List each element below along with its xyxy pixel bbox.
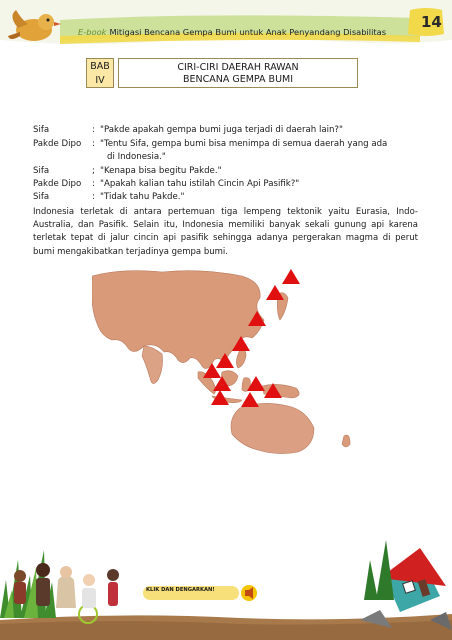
- dialogue: [0, 0, 452, 200]
- land-newzealand: [342, 435, 350, 447]
- separator: :: [92, 125, 95, 135]
- volcano-marker-icon: [282, 269, 300, 284]
- dialogue-text: "Tidak tahu Pakde.": [100, 192, 185, 202]
- land-philippines: [236, 350, 246, 368]
- separator: :: [92, 192, 95, 202]
- tree-icon: [364, 540, 394, 600]
- speaker: Pakde Dipo: [33, 139, 82, 149]
- volcano-marker-icon: [241, 392, 259, 407]
- dialogue-text: "Kenapa bisa begitu Pakde.": [100, 166, 222, 176]
- ring-of-fire-map: [92, 268, 404, 456]
- separator: ;: [92, 166, 95, 176]
- footer-scene: [0, 520, 452, 640]
- dialogue-text: "Pakde apakah gempa bumi juga terjadi di daerah lain?": [100, 125, 343, 135]
- chapter-title-line2: BENCANA GEMPA BUMI: [182, 74, 294, 85]
- speaker: Sifa: [33, 166, 50, 176]
- dialogue-text-continued: di Indonesia.": [107, 152, 166, 162]
- body-paragraph: Indonesia terletak di antara pertemuan tiga lempeng tektonik yaitu Eurasia, Indo-Australia, dan Pasifik. Selain itu, Indonesia memiliki banyak sekali gunung api karena terletak tepat di jalur cincin api pasifik sehingga adanya pergerakan magma di perut bumi mengakibatkan terjadinya gempa bumi.: [33, 207, 418, 257]
- dialogue-text: "Apakah kalian tahu istilah Cincin Api Pasifik?": [100, 179, 300, 189]
- chapter-title-line1: CIRI-CIRI DAERAH RAWAN: [177, 62, 299, 73]
- speaker: Pakde Dipo: [33, 179, 82, 189]
- separator: :: [92, 179, 95, 189]
- page-number: 14: [421, 13, 442, 31]
- book-title: Mitigasi Bencana Gempa Bumi untuk Anak Penyandang Disabilitas: [109, 27, 387, 37]
- dialogue-text: "Tentu Sifa, gempa bumi bisa menimpa di semua daerah yang ada: [100, 139, 388, 149]
- chapter-bab-label: BAB: [90, 61, 110, 72]
- ebook-label: E-book: [78, 27, 107, 37]
- speaker: Sifa: [33, 125, 50, 135]
- separator: :: [92, 139, 95, 149]
- listen-button-label[interactable]: KLIK DAN DENGARKAN!: [146, 587, 215, 593]
- chapter-roman: IV: [95, 75, 105, 86]
- land-india: [142, 346, 163, 384]
- land-australia: [231, 403, 314, 453]
- speaker: Sifa: [33, 192, 50, 202]
